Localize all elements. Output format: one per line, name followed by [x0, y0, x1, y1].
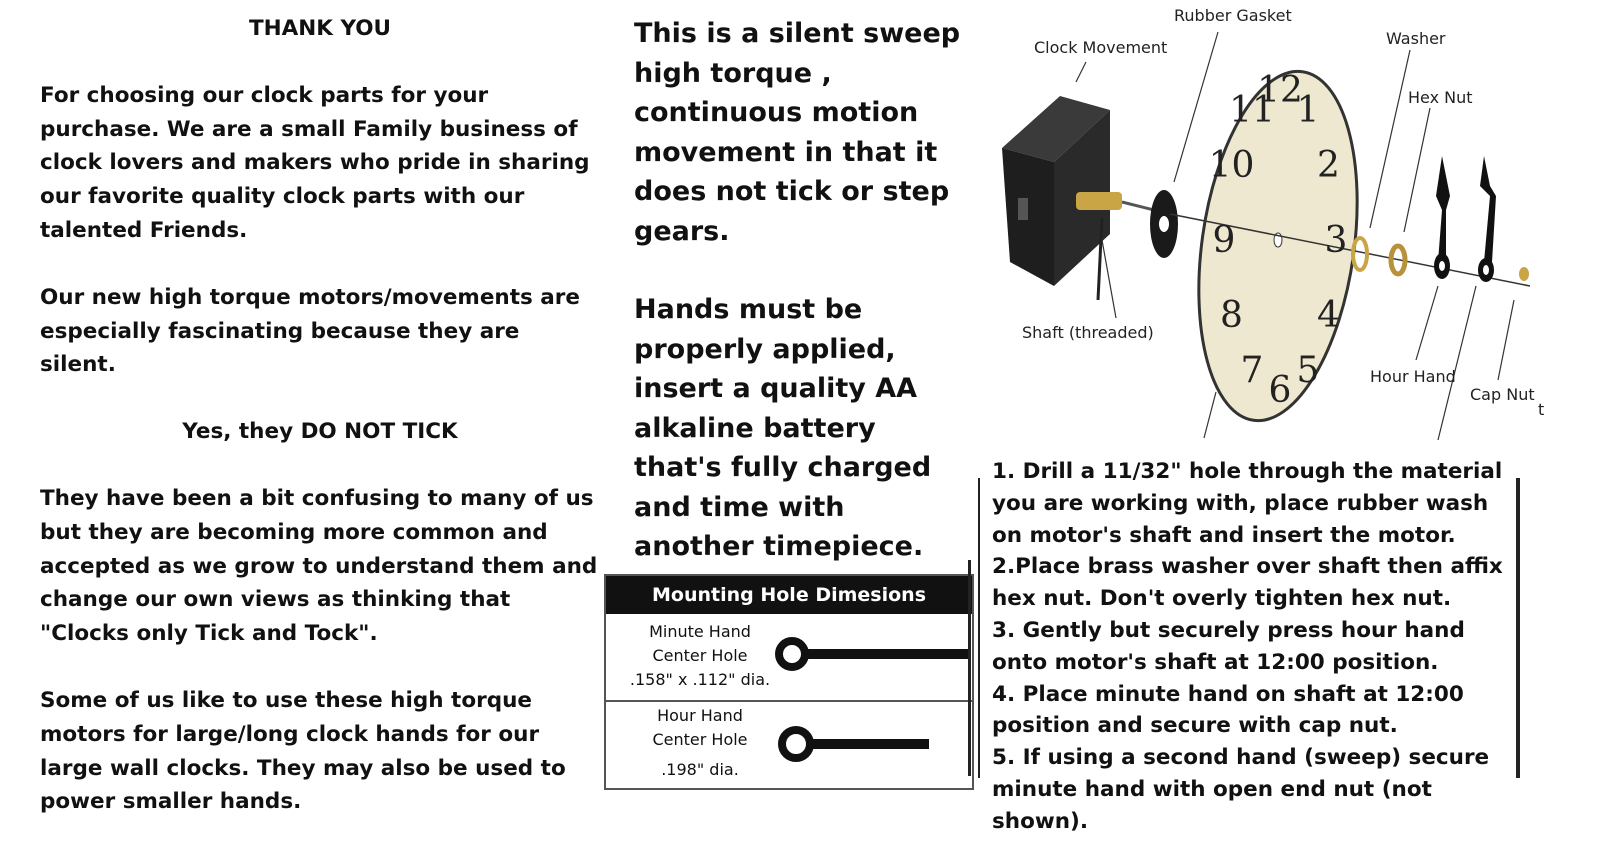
divider-line	[968, 560, 971, 776]
dial-numeral: 6	[1268, 370, 1292, 411]
thank-you-title: THANK YOU	[249, 16, 391, 41]
dial-numeral: 5	[1296, 349, 1320, 391]
intro-paragraph-5: Some of us like to use these high torque motors for large/long clock hands for our large wall clocks. They may also be used to power smaller hands.	[40, 687, 566, 815]
dial-numeral: 10	[1208, 145, 1255, 186]
cap-nut-label: Cap Nut	[1470, 385, 1535, 404]
dial-numeral: 3	[1324, 220, 1348, 261]
mounting-hole-header: Mounting Hole Dimesions	[606, 576, 972, 614]
washer-label: Washer	[1386, 29, 1446, 48]
hour-hand-hole-icon	[774, 726, 934, 766]
intro-paragraph-1: For choosing our clock parts for your purchase. We are a small Family business of clock lovers and makers who pride in sharing our favorite quality clock parts with our talented Friends.	[40, 82, 590, 243]
steps-right-line	[1516, 478, 1520, 778]
intro-paragraph-2: Our new high torque motors/movements are especially fascinating because they are silent.	[40, 284, 580, 378]
shaft-label: Shaft (threaded)	[1022, 323, 1154, 342]
installation-steps	[992, 456, 1512, 838]
dial-numeral: 11	[1229, 90, 1275, 132]
hour-hand-row	[606, 700, 972, 784]
hex-nut-label: Hex Nut	[1408, 88, 1473, 107]
brass-shaft-icon	[1076, 192, 1122, 210]
minute-hand-hole-icon	[774, 634, 970, 674]
minute-hand-icon	[1478, 156, 1496, 282]
mounting-hole-table	[604, 574, 974, 790]
clock-movement-label: Clock Movement	[1034, 38, 1168, 57]
dial-numeral: 4	[1317, 295, 1340, 336]
step-2: 2.Place brass washer over shaft then affix hex nut. Don't overly tighten hex nut.	[992, 554, 1503, 612]
minute-hand-row	[606, 616, 972, 700]
hour-hole-dimension: .198" dia.	[661, 760, 739, 779]
clock-assembly-illustration	[990, 0, 1550, 450]
minute-center-hole-label: Center Hole	[652, 646, 748, 665]
movement-description	[634, 14, 964, 606]
exploded-clock-diagram	[990, 0, 1550, 450]
rubber-gasket-label: Rubber Gasket	[1174, 6, 1292, 25]
dial-numeral: 2	[1317, 145, 1340, 186]
dial-numeral: 8	[1220, 295, 1243, 336]
dial-numeral: 9	[1212, 220, 1236, 261]
minute-hand-label: Minute Hand	[649, 622, 751, 641]
stray-character: t	[1538, 400, 1545, 419]
thank-you-column	[40, 12, 600, 852]
no-tick-heading: Yes, they DO NOT TICK	[182, 419, 458, 445]
minute-hole-dimension: .158" x .112" dia.	[629, 670, 771, 689]
step-3: 3. Gently but securely press hour hand onto motor's shaft at 12:00 position.	[992, 617, 1465, 675]
dial-numeral: 7	[1240, 349, 1264, 391]
hour-hand-icon	[1434, 156, 1450, 279]
hour-hand-label-diagram: Hour Hand	[1370, 367, 1456, 386]
hour-center-hole-label: Center Hole	[652, 730, 748, 749]
dial-numeral: 12	[1257, 70, 1303, 111]
hands-battery-paragraph: Hands must be properly applied, insert a quality AA alkaline battery that's fully charged and time with another timepiece.	[634, 294, 932, 562]
step-5: 5. If using a second hand (sweep) secure minute hand with open end nut (not shown).	[992, 745, 1490, 834]
step-4: 4. Place minute hand on shaft at 12:00 position and secure with cap nut.	[992, 681, 1464, 739]
silent-sweep-paragraph: This is a silent sweep high torque , continuous motion movement in that it does not tick or step gears.	[634, 18, 961, 247]
cap-nut-icon	[1519, 267, 1529, 281]
dial-numeral: 1	[1296, 90, 1320, 132]
steps-left-line	[978, 478, 980, 778]
step-1: 1. Drill a 11/32" hole through the material you are working with, place rubber wash on motor's shaft and insert the motor.	[992, 459, 1503, 548]
intro-paragraph-4: They have been a bit confusing to many of us but they are becoming more common and accepted as we grow to understand them and change our own views as thinking that "Clocks only Tick and Tock".	[40, 485, 598, 647]
hour-hand-label: Hour Hand	[657, 706, 743, 725]
